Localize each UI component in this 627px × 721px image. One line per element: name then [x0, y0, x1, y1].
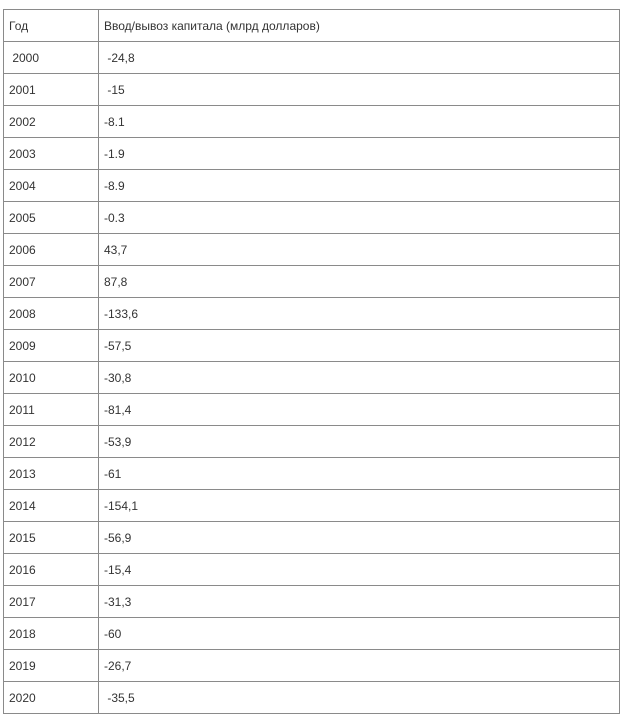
year-cell: 2009: [4, 330, 99, 362]
year-cell: 2017: [4, 586, 99, 618]
capital-flow-cell: -24,8: [99, 42, 620, 74]
capital-flow-cell: -30,8: [99, 362, 620, 394]
year-cell: 2004: [4, 170, 99, 202]
year-cell: 2018: [4, 618, 99, 650]
table-row: [4, 554, 620, 586]
capital-flow-cell: 87,8: [99, 266, 620, 298]
capital-flow-cell: -26,7: [99, 650, 620, 682]
header-capital-flow: Ввод/вывоз капитала (млрд долларов): [99, 10, 620, 42]
table-row: [4, 394, 620, 426]
table-row: [4, 682, 620, 714]
table-body: [4, 42, 620, 714]
year-cell: 2002: [4, 106, 99, 138]
year-cell: 2013: [4, 458, 99, 490]
capital-flow-cell: -53,9: [99, 426, 620, 458]
capital-flow-cell: -31,3: [99, 586, 620, 618]
capital-flow-cell: -60: [99, 618, 620, 650]
capital-flow-cell: -8.9: [99, 170, 620, 202]
table-row: [4, 74, 620, 106]
year-cell: 2007: [4, 266, 99, 298]
table-row: [4, 138, 620, 170]
table-row: [4, 586, 620, 618]
capital-flow-cell: -1.9: [99, 138, 620, 170]
table-row: [4, 170, 620, 202]
capital-flow-cell: -56,9: [99, 522, 620, 554]
table-row: [4, 426, 620, 458]
year-cell: 2016: [4, 554, 99, 586]
table-row: [4, 362, 620, 394]
year-cell: 2010: [4, 362, 99, 394]
table-row: [4, 106, 620, 138]
capital-flow-cell: -8.1: [99, 106, 620, 138]
capital-flow-cell: 43,7: [99, 234, 620, 266]
year-cell: 2012: [4, 426, 99, 458]
year-cell: 2014: [4, 490, 99, 522]
year-cell: 2000: [4, 42, 99, 74]
year-cell: 2020: [4, 682, 99, 714]
table-row: [4, 202, 620, 234]
capital-flow-table: [3, 9, 620, 714]
year-cell: 2003: [4, 138, 99, 170]
year-cell: 2006: [4, 234, 99, 266]
table-row: [4, 650, 620, 682]
year-cell: 2005: [4, 202, 99, 234]
capital-flow-cell: -15,4: [99, 554, 620, 586]
year-cell: 2019: [4, 650, 99, 682]
capital-flow-cell: -35,5: [99, 682, 620, 714]
table-row: [4, 330, 620, 362]
table-row: [4, 298, 620, 330]
capital-flow-cell: -15: [99, 74, 620, 106]
table-row: [4, 234, 620, 266]
capital-flow-cell: -133,6: [99, 298, 620, 330]
header-year: Год: [4, 10, 99, 42]
capital-flow-cell: -81,4: [99, 394, 620, 426]
year-cell: 2015: [4, 522, 99, 554]
year-cell: 2001: [4, 74, 99, 106]
capital-flow-cell: -61: [99, 458, 620, 490]
table-row: [4, 42, 620, 74]
table-row: [4, 266, 620, 298]
year-cell: 2008: [4, 298, 99, 330]
table-row: [4, 618, 620, 650]
table-header-row: [4, 10, 620, 42]
table-row: [4, 458, 620, 490]
table-row: [4, 490, 620, 522]
capital-flow-cell: -57,5: [99, 330, 620, 362]
capital-flow-cell: -154,1: [99, 490, 620, 522]
year-cell: 2011: [4, 394, 99, 426]
table-row: [4, 522, 620, 554]
capital-flow-cell: -0.3: [99, 202, 620, 234]
